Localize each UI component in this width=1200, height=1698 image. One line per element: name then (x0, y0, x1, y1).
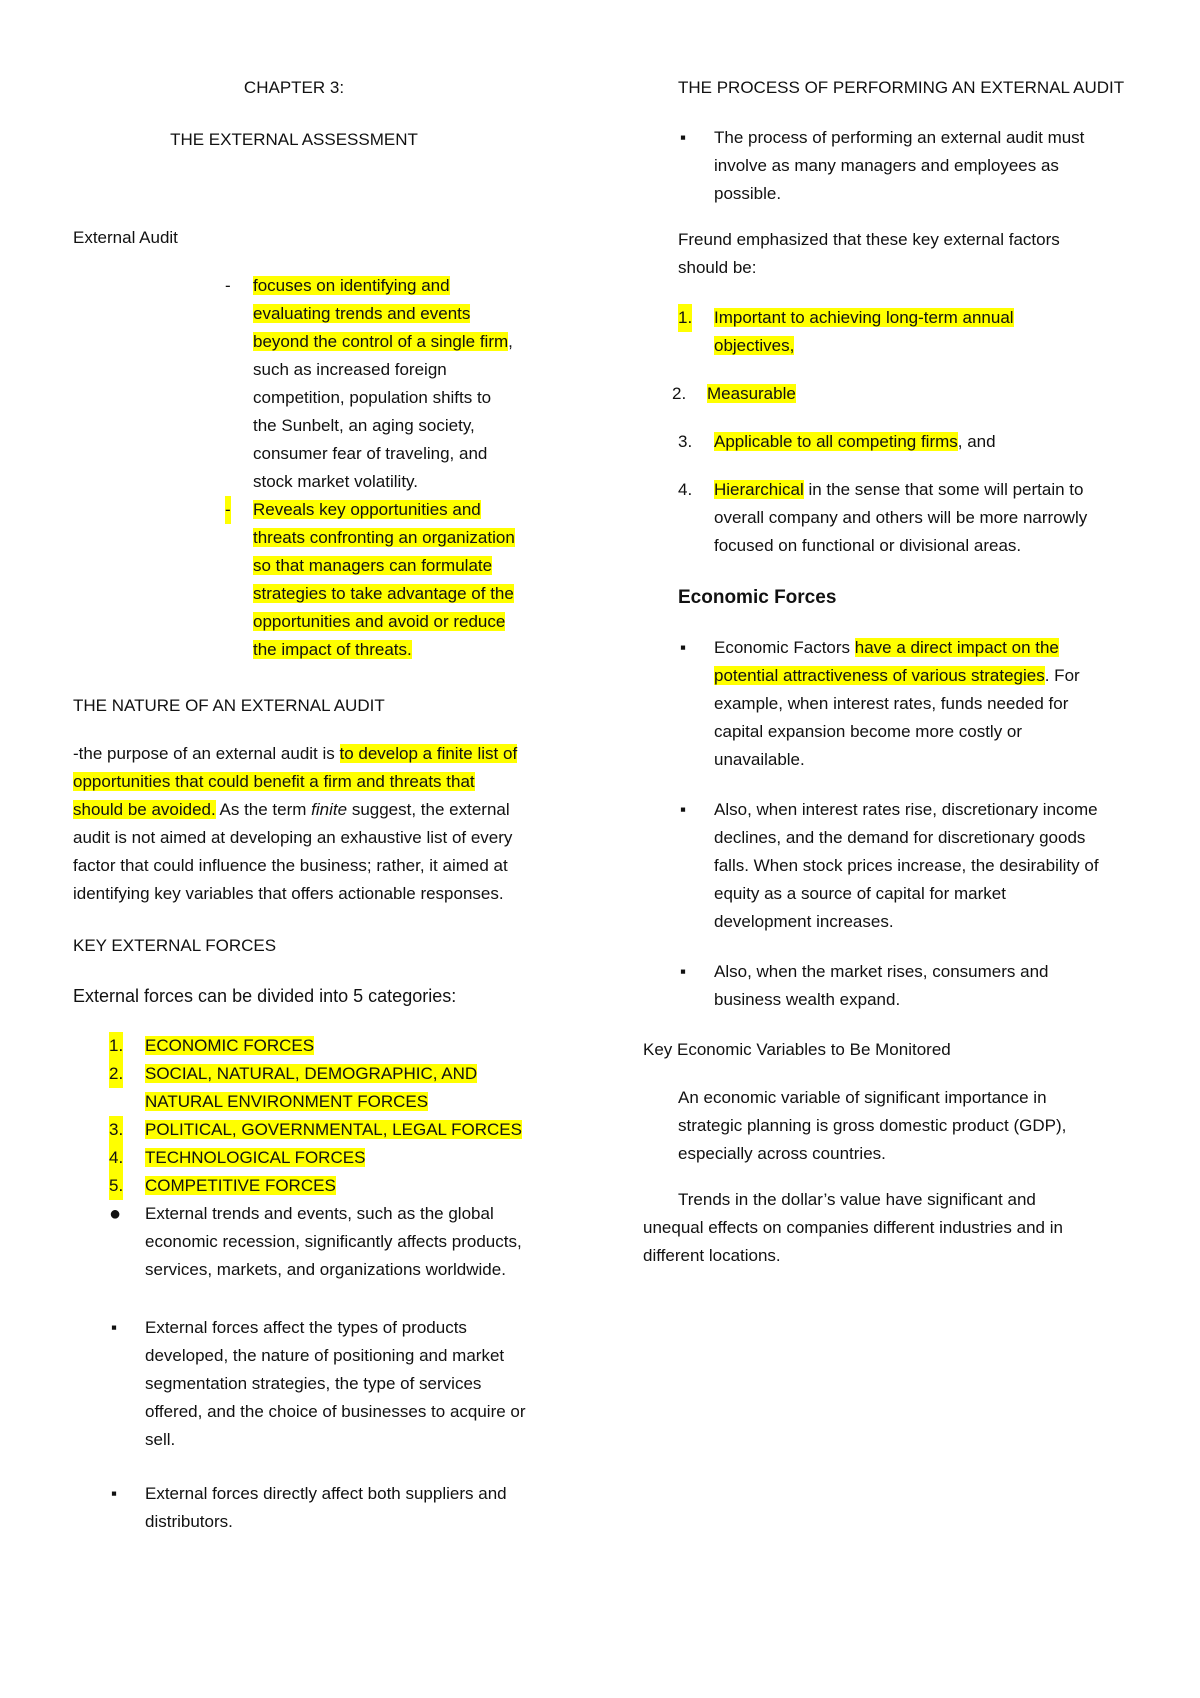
process-heading: THE PROCESS OF PERFORMING AN EXTERNAL AUDIT (678, 78, 1125, 97)
category-item (109, 1144, 569, 1172)
highlight-text: threats confronting an organization (253, 528, 515, 547)
dash-marker: - (225, 276, 231, 295)
list-number: 3. (678, 432, 693, 451)
bullet-square: ▪ (680, 962, 687, 981)
nature-paragraph (73, 740, 573, 908)
highlight-text: the impact of threats. (253, 640, 412, 659)
text-line: distributors. (145, 1512, 233, 1531)
bullet-square: ▪ (680, 800, 687, 819)
dash-marker: - (225, 496, 231, 524)
text: , (508, 332, 513, 351)
bullet-item (109, 1480, 615, 1536)
list-number: 4. (109, 1144, 123, 1172)
text-line: services, markets, and organizations worldwide. (145, 1260, 506, 1279)
list-number: 4. (678, 480, 693, 499)
highlight-text: Applicable to all competing firms (714, 432, 958, 451)
highlight-text: Measurable (707, 384, 796, 403)
text-line: the Sunbelt, an aging society, (253, 416, 475, 435)
external-audit-heading: External Audit (73, 228, 178, 247)
category-label: SOCIAL, NATURAL, DEMOGRAPHIC, AND (145, 1064, 478, 1083)
text-line: audit is not aimed at developing an exhaustive list of every (73, 828, 513, 847)
highlight-text: Reveals key opportunities and (253, 500, 481, 519)
text: . For (1044, 666, 1080, 685)
text-line: involve as many managers and employees as (714, 156, 1059, 175)
variables-paragraph-2 (643, 1186, 1143, 1270)
category-label: NATURAL ENVIRONMENT FORCES (145, 1092, 429, 1111)
category-label: TECHNOLOGICAL FORCES (145, 1148, 366, 1167)
text-line: The process of performing an external audit must (714, 128, 1085, 147)
chapter-label: CHAPTER 3: (243, 78, 345, 97)
category-item (109, 1060, 569, 1116)
italic-text: finite (311, 800, 348, 819)
text-line: should be: (678, 258, 757, 277)
bullet-square: ▪ (111, 1318, 118, 1337)
text-line: equity as a source of capital for market (714, 884, 1006, 903)
highlight-text: to develop a finite list of (339, 744, 518, 763)
audit-item-2 (225, 496, 573, 664)
text-line: An economic variable of significant importance in (678, 1088, 1047, 1107)
text-line: Also, when the market rises, consumers and (714, 962, 1049, 981)
text: , and (957, 432, 996, 451)
highlight-text: so that managers can formulate (253, 556, 493, 575)
highlight-text: objectives, (714, 336, 795, 355)
text-line: stock market volatility. (253, 472, 419, 491)
key-variables-heading: Key Economic Variables to Be Monitored (643, 1040, 951, 1059)
text-line: falls. When stock prices increase, the desirability of (714, 856, 1099, 875)
highlight-text: evaluating trends and events (253, 304, 471, 323)
factor-item (678, 428, 1184, 456)
text-line: Trends in the dollar’s value have significant and (678, 1190, 1036, 1209)
category-label: COMPETITIVE FORCES (145, 1176, 336, 1195)
categories-list (109, 1032, 569, 1200)
text-line: Freund emphasized that these key external factors (678, 230, 1060, 249)
text-line: possible. (714, 184, 782, 203)
highlight-text: have a direct impact on the (854, 638, 1059, 657)
bullet-square: ▪ (111, 1484, 118, 1503)
highlight-text: potential attractiveness of various strategies (714, 666, 1045, 685)
text: -the purpose of an external audit is (73, 744, 340, 763)
bullet-square: ▪ (680, 128, 687, 147)
text-line: overall company and others will be more narrowly (714, 508, 1088, 527)
category-item (109, 1116, 569, 1144)
list-number: 1. (109, 1032, 123, 1060)
text-line: different locations. (643, 1246, 781, 1265)
text-line: External forces affect the types of products (145, 1318, 467, 1337)
text-line: strategic planning is gross domestic product (GDP), (678, 1116, 1067, 1135)
text-line: especially across countries. (678, 1144, 886, 1163)
category-item (109, 1032, 569, 1060)
bullet-item (109, 1314, 615, 1454)
text-line: capital expansion become more costly or (714, 722, 1023, 741)
factor-item (678, 304, 1184, 360)
text: Economic Factors (714, 638, 855, 657)
list-number: 2. (109, 1060, 123, 1088)
bullet-item (109, 1200, 615, 1284)
text-line: unavailable. (714, 750, 805, 769)
text-line: competition, population shifts to (253, 388, 492, 407)
list-number: 5. (109, 1172, 123, 1200)
text: in the sense that some will pertain to (803, 480, 1084, 499)
nature-heading: THE NATURE OF AN EXTERNAL AUDIT (73, 696, 385, 715)
text-line: Also, when interest rates rise, discretionary income (714, 800, 1098, 819)
text-line: business wealth expand. (714, 990, 901, 1009)
list-number: 2. (672, 384, 687, 403)
text-line: consumer fear of traveling, and (253, 444, 488, 463)
economic-bullet (678, 796, 1184, 936)
economic-bullet (678, 958, 1184, 1014)
highlight-text: beyond the control of a single firm (253, 332, 509, 351)
economic-forces-heading: Economic Forces (678, 587, 837, 608)
freund-paragraph (678, 226, 1138, 282)
text-line: focused on functional or divisional areas. (714, 536, 1022, 555)
text-line: economic recession, significantly affects products, (145, 1232, 522, 1251)
text: As the term (215, 800, 312, 819)
text-line: External forces directly affect both suppliers and (145, 1484, 507, 1503)
highlight-text: opportunities and avoid or reduce (253, 612, 506, 631)
text-line: segmentation strategies, the type of services (145, 1374, 482, 1393)
factor-item (678, 476, 1184, 560)
text: suggest, the external (347, 800, 510, 819)
text-line: sell. (145, 1430, 176, 1449)
chapter-title: THE EXTERNAL ASSESSMENT (170, 130, 418, 149)
category-item (109, 1172, 569, 1200)
text-line: developed, the nature of positioning and market (145, 1346, 505, 1365)
text-line: identifying key variables that offers actionable responses. (73, 884, 504, 903)
economic-bullet (678, 634, 1184, 774)
text-line: offered, and the choice of businesses to acquire or (145, 1402, 526, 1421)
highlight-text: Important to achieving long-term annual (714, 308, 1014, 327)
factor-item (672, 380, 1177, 408)
list-number: 1. (678, 304, 692, 332)
highlight-text: Hierarchical (714, 480, 804, 499)
text-line: factor that could influence the business; rather, it aimed at (73, 856, 508, 875)
highlight-text: opportunities that could benefit a firm and threats that (73, 772, 475, 791)
text-line: example, when interest rates, funds needed for (714, 694, 1069, 713)
bullet-dot: ● (109, 1203, 122, 1225)
text-line: such as increased foreign (253, 360, 447, 379)
bullet-square: ▪ (680, 638, 687, 657)
text-line: External trends and events, such as the global (145, 1204, 494, 1223)
text-line: declines, and the demand for discretionary goods (714, 828, 1086, 847)
text-line: development increases. (714, 912, 894, 931)
audit-item-1 (225, 272, 573, 496)
category-label: ECONOMIC FORCES (145, 1036, 315, 1055)
text-line: unequal effects on companies different industries and in (643, 1218, 1063, 1237)
categories-intro: External forces can be divided into 5 categories: (73, 986, 457, 1006)
highlight-text: strategies to take advantage of the (253, 584, 514, 603)
category-label: POLITICAL, GOVERNMENTAL, LEGAL FORCES (145, 1120, 522, 1139)
variables-paragraph-1 (678, 1084, 1138, 1168)
process-bullet (678, 124, 1144, 208)
highlight-text: should be avoided. (73, 800, 216, 819)
highlight-text: focuses on identifying and (253, 276, 450, 295)
list-number: 3. (109, 1116, 123, 1144)
key-forces-heading: KEY EXTERNAL FORCES (73, 936, 277, 955)
